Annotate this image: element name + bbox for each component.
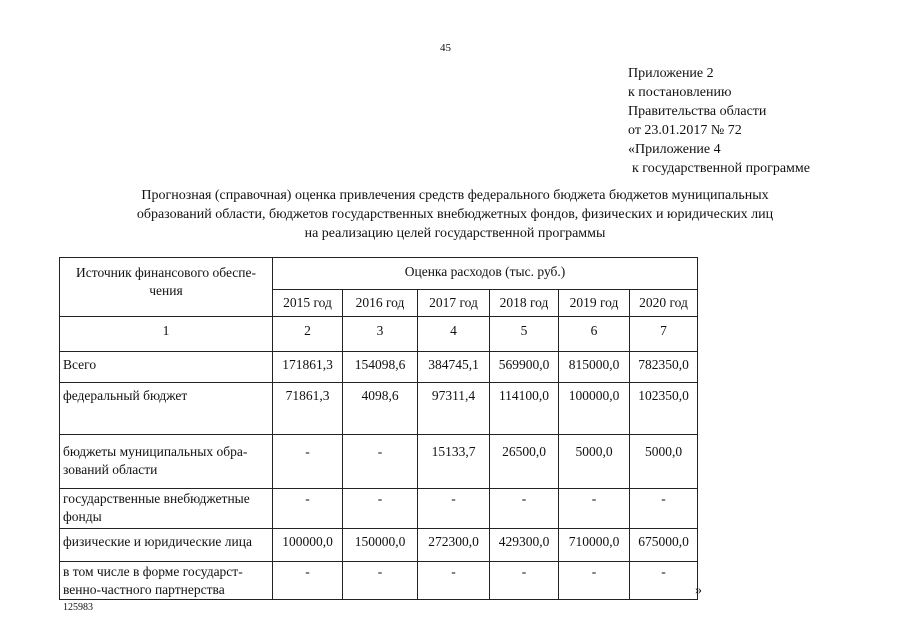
source-cell xyxy=(60,352,273,383)
value-cell: - xyxy=(559,489,630,529)
value-cell: 150000,0 xyxy=(343,529,418,562)
column-number: 6 xyxy=(559,317,630,352)
source-text: фонды xyxy=(63,509,102,524)
value-cell: - xyxy=(490,489,559,529)
value-cell: - xyxy=(630,489,698,529)
value-cell: 154098,6 xyxy=(343,352,418,383)
table-row-individuals-and-legal-entities xyxy=(60,529,698,562)
column-number: 3 xyxy=(343,317,418,352)
source-column-header xyxy=(60,258,273,317)
expense-estimate-header: Оценка расходов (тыс. руб.) xyxy=(273,258,698,290)
title-line: на реализацию целей государственной программы xyxy=(304,226,606,241)
header-text-line: чения xyxy=(149,283,183,298)
year-header: 2019 год xyxy=(559,290,630,317)
appendix-line: от 23.01.2017 № 72 xyxy=(628,123,742,138)
value-cell: 429300,0 xyxy=(490,529,559,562)
appendix-line: к постановлению xyxy=(628,85,732,100)
source-text: федеральный бюджет xyxy=(63,388,188,403)
column-number: 5 xyxy=(490,317,559,352)
value-cell: 26500,0 xyxy=(490,435,559,489)
table-row-federal-budget xyxy=(60,383,698,435)
value-cell: 71861,3 xyxy=(273,383,343,435)
value-cell: 5000,0 xyxy=(630,435,698,489)
value-cell: 100000,0 xyxy=(559,383,630,435)
year-header: 2017 год xyxy=(418,290,490,317)
value-cell: 815000,0 xyxy=(559,352,630,383)
value-cell: 15133,7 xyxy=(418,435,490,489)
source-text: в том числе в форме государст- xyxy=(63,564,243,579)
table-row-extrabudgetary-funds xyxy=(60,489,698,529)
value-cell: 384745,1 xyxy=(418,352,490,383)
value-cell: 5000,0 xyxy=(559,435,630,489)
header-text-line: Источник финансового обеспе- xyxy=(75,265,257,280)
source-text: венно-частного партнерства xyxy=(63,582,225,597)
document-title xyxy=(50,186,860,243)
value-cell: 782350,0 xyxy=(630,352,698,383)
appendix-line: Правительства области xyxy=(628,104,767,119)
value-cell: - xyxy=(343,489,418,529)
column-number-row xyxy=(60,317,698,352)
title-line: образований области, бюджетов государственных внебюджетных фондов, физических и юридических лиц xyxy=(136,207,774,222)
appendix-line: Приложение 2 xyxy=(628,66,714,81)
value-cell: - xyxy=(273,489,343,529)
budget-table xyxy=(59,257,698,600)
source-cell xyxy=(60,435,273,489)
value-cell: 272300,0 xyxy=(418,529,490,562)
source-text: государственные внебюджетные xyxy=(63,491,250,506)
table-row-public-private-partnership xyxy=(60,562,698,600)
value-cell: - xyxy=(418,562,490,600)
column-number: 2 xyxy=(273,317,343,352)
value-cell: - xyxy=(343,562,418,600)
year-header: 2018 год xyxy=(490,290,559,317)
value-cell: - xyxy=(559,562,630,600)
source-text: Всего xyxy=(63,357,97,372)
value-cell: - xyxy=(273,562,343,600)
value-cell: 4098,6 xyxy=(343,383,418,435)
year-header: 2020 год xyxy=(630,290,698,317)
source-text: зований области xyxy=(63,462,158,477)
value-cell: - xyxy=(630,562,698,600)
source-text: бюджеты муниципальных обра- xyxy=(63,444,248,459)
appendix-header xyxy=(628,64,888,178)
value-cell: 102350,0 xyxy=(630,383,698,435)
source-cell xyxy=(60,562,273,600)
value-cell: 97311,4 xyxy=(418,383,490,435)
source-cell xyxy=(60,383,273,435)
title-line: Прогнозная (справочная) оценка привлечения средств федерального бюджета бюджетов муниципальных xyxy=(141,188,769,203)
value-cell: 710000,0 xyxy=(559,529,630,562)
source-cell xyxy=(60,529,273,562)
value-cell: - xyxy=(418,489,490,529)
closing-quote: » xyxy=(695,583,702,598)
source-cell xyxy=(60,489,273,529)
source-text: физические и юридические лица xyxy=(63,534,252,549)
page-number: 45 xyxy=(440,42,451,54)
table-row-municipal-budgets xyxy=(60,435,698,489)
year-header: 2015 год xyxy=(273,290,343,317)
appendix-line: «Приложение 4 xyxy=(628,142,721,157)
column-number: 7 xyxy=(630,317,698,352)
value-cell: - xyxy=(490,562,559,600)
value-cell: - xyxy=(273,435,343,489)
table-row-total xyxy=(60,352,698,383)
appendix-line: к государственной программе xyxy=(632,161,810,176)
value-cell: 100000,0 xyxy=(273,529,343,562)
value-cell: 675000,0 xyxy=(630,529,698,562)
value-cell: 569900,0 xyxy=(490,352,559,383)
table-header-row xyxy=(60,258,698,290)
value-cell: - xyxy=(343,435,418,489)
column-number: 1 xyxy=(60,317,273,352)
year-header: 2016 год xyxy=(343,290,418,317)
value-cell: 171861,3 xyxy=(273,352,343,383)
document-code: 125983 xyxy=(63,602,93,613)
column-number: 4 xyxy=(418,317,490,352)
value-cell: 114100,0 xyxy=(490,383,559,435)
